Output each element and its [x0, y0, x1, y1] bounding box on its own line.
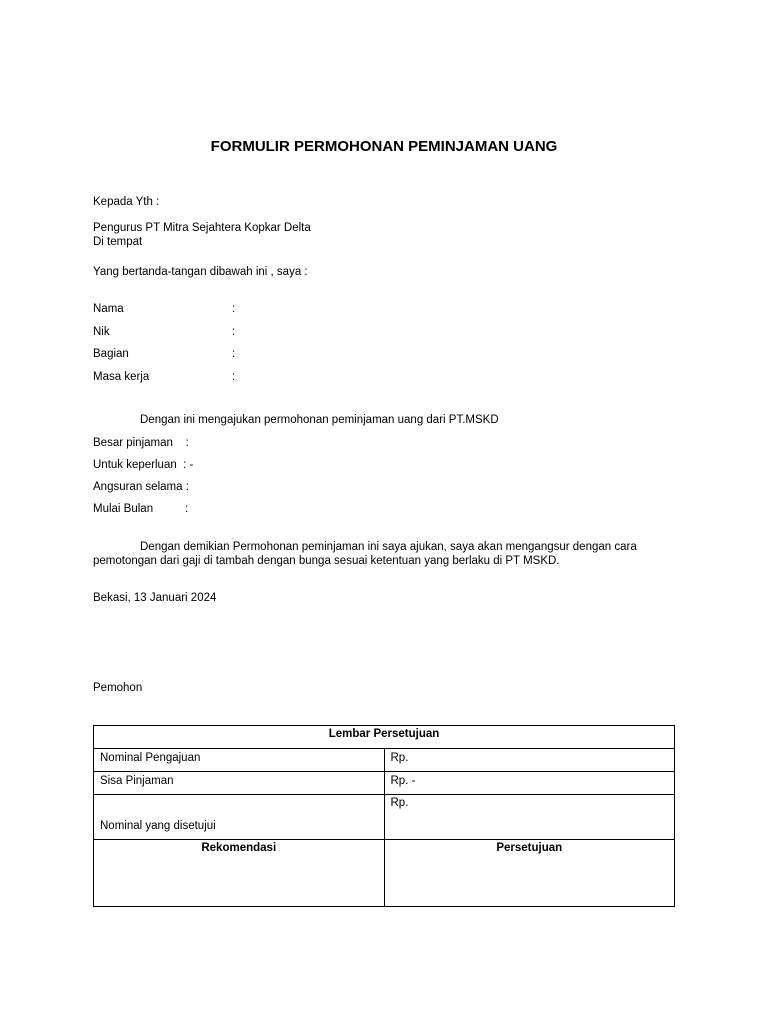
field-label-nama: Nama	[93, 303, 124, 315]
table-row	[94, 840, 675, 907]
loan-field-untuk-keperluan: Untuk keperluan : -	[93, 459, 194, 471]
loan-field-angsuran: Angsuran selama :	[93, 481, 189, 493]
table-row	[94, 726, 675, 749]
table-row	[94, 772, 675, 795]
salutation: Kepada Yth :	[93, 196, 160, 208]
row-label-nominal-disetujui: Nominal yang disetujui	[94, 795, 385, 840]
request-paragraph: Dengan ini mengajukan permohonan peminjaman uang dari PT.MSKD	[140, 414, 499, 426]
table-row	[94, 749, 675, 772]
row-label-sisa-pinjaman: Sisa Pinjaman	[94, 772, 385, 795]
page-title: FORMULIR PERMOHONAN PEMINJAMAN UANG	[210, 138, 558, 155]
recipient-line-2: Di tempat	[93, 236, 143, 248]
approval-table	[93, 725, 675, 907]
place-date: Bekasi, 13 Januari 2024	[93, 592, 217, 604]
closing-paragraph-line-2: pemotongan dari gaji di tambah dengan bunga sesuai ketentuan yang berlaku di PT MSKD.	[93, 555, 560, 567]
row-value-sisa-pinjaman: Rp. -	[384, 772, 675, 795]
field-label-bagian: Bagian	[93, 348, 129, 360]
intro-text: Yang bertanda-tangan dibawah ini , saya :	[93, 266, 308, 278]
field-label-masa-kerja: Masa kerja	[93, 371, 150, 383]
approval-header: Persetujuan	[384, 840, 675, 907]
applicant-label: Pemohon	[93, 682, 143, 694]
row-value-nominal-pengajuan: Rp.	[384, 749, 675, 772]
approval-table-header: Lembar Persetujuan	[94, 726, 675, 749]
table-row	[94, 795, 675, 840]
recommendation-header: Rekomendasi	[94, 840, 385, 907]
loan-field-besar-pinjaman: Besar pinjaman :	[93, 437, 189, 449]
closing-paragraph-line-1: Dengan demikian Permohonan peminjaman ini saya ajukan, saya akan mengangsur dengan cara	[140, 541, 637, 553]
recipient-line-1: Pengurus PT Mitra Sejahtera Kopkar Delta	[93, 222, 311, 234]
field-colon: :	[232, 326, 236, 338]
field-label-nik: Nik	[93, 326, 110, 338]
row-label-nominal-pengajuan: Nominal Pengajuan	[94, 749, 385, 772]
row-value-nominal-disetujui: Rp.	[384, 795, 675, 840]
field-colon: :	[232, 371, 236, 383]
field-colon: :	[232, 348, 236, 360]
loan-field-mulai-bulan: Mulai Bulan :	[93, 503, 189, 515]
field-colon: :	[232, 303, 236, 315]
